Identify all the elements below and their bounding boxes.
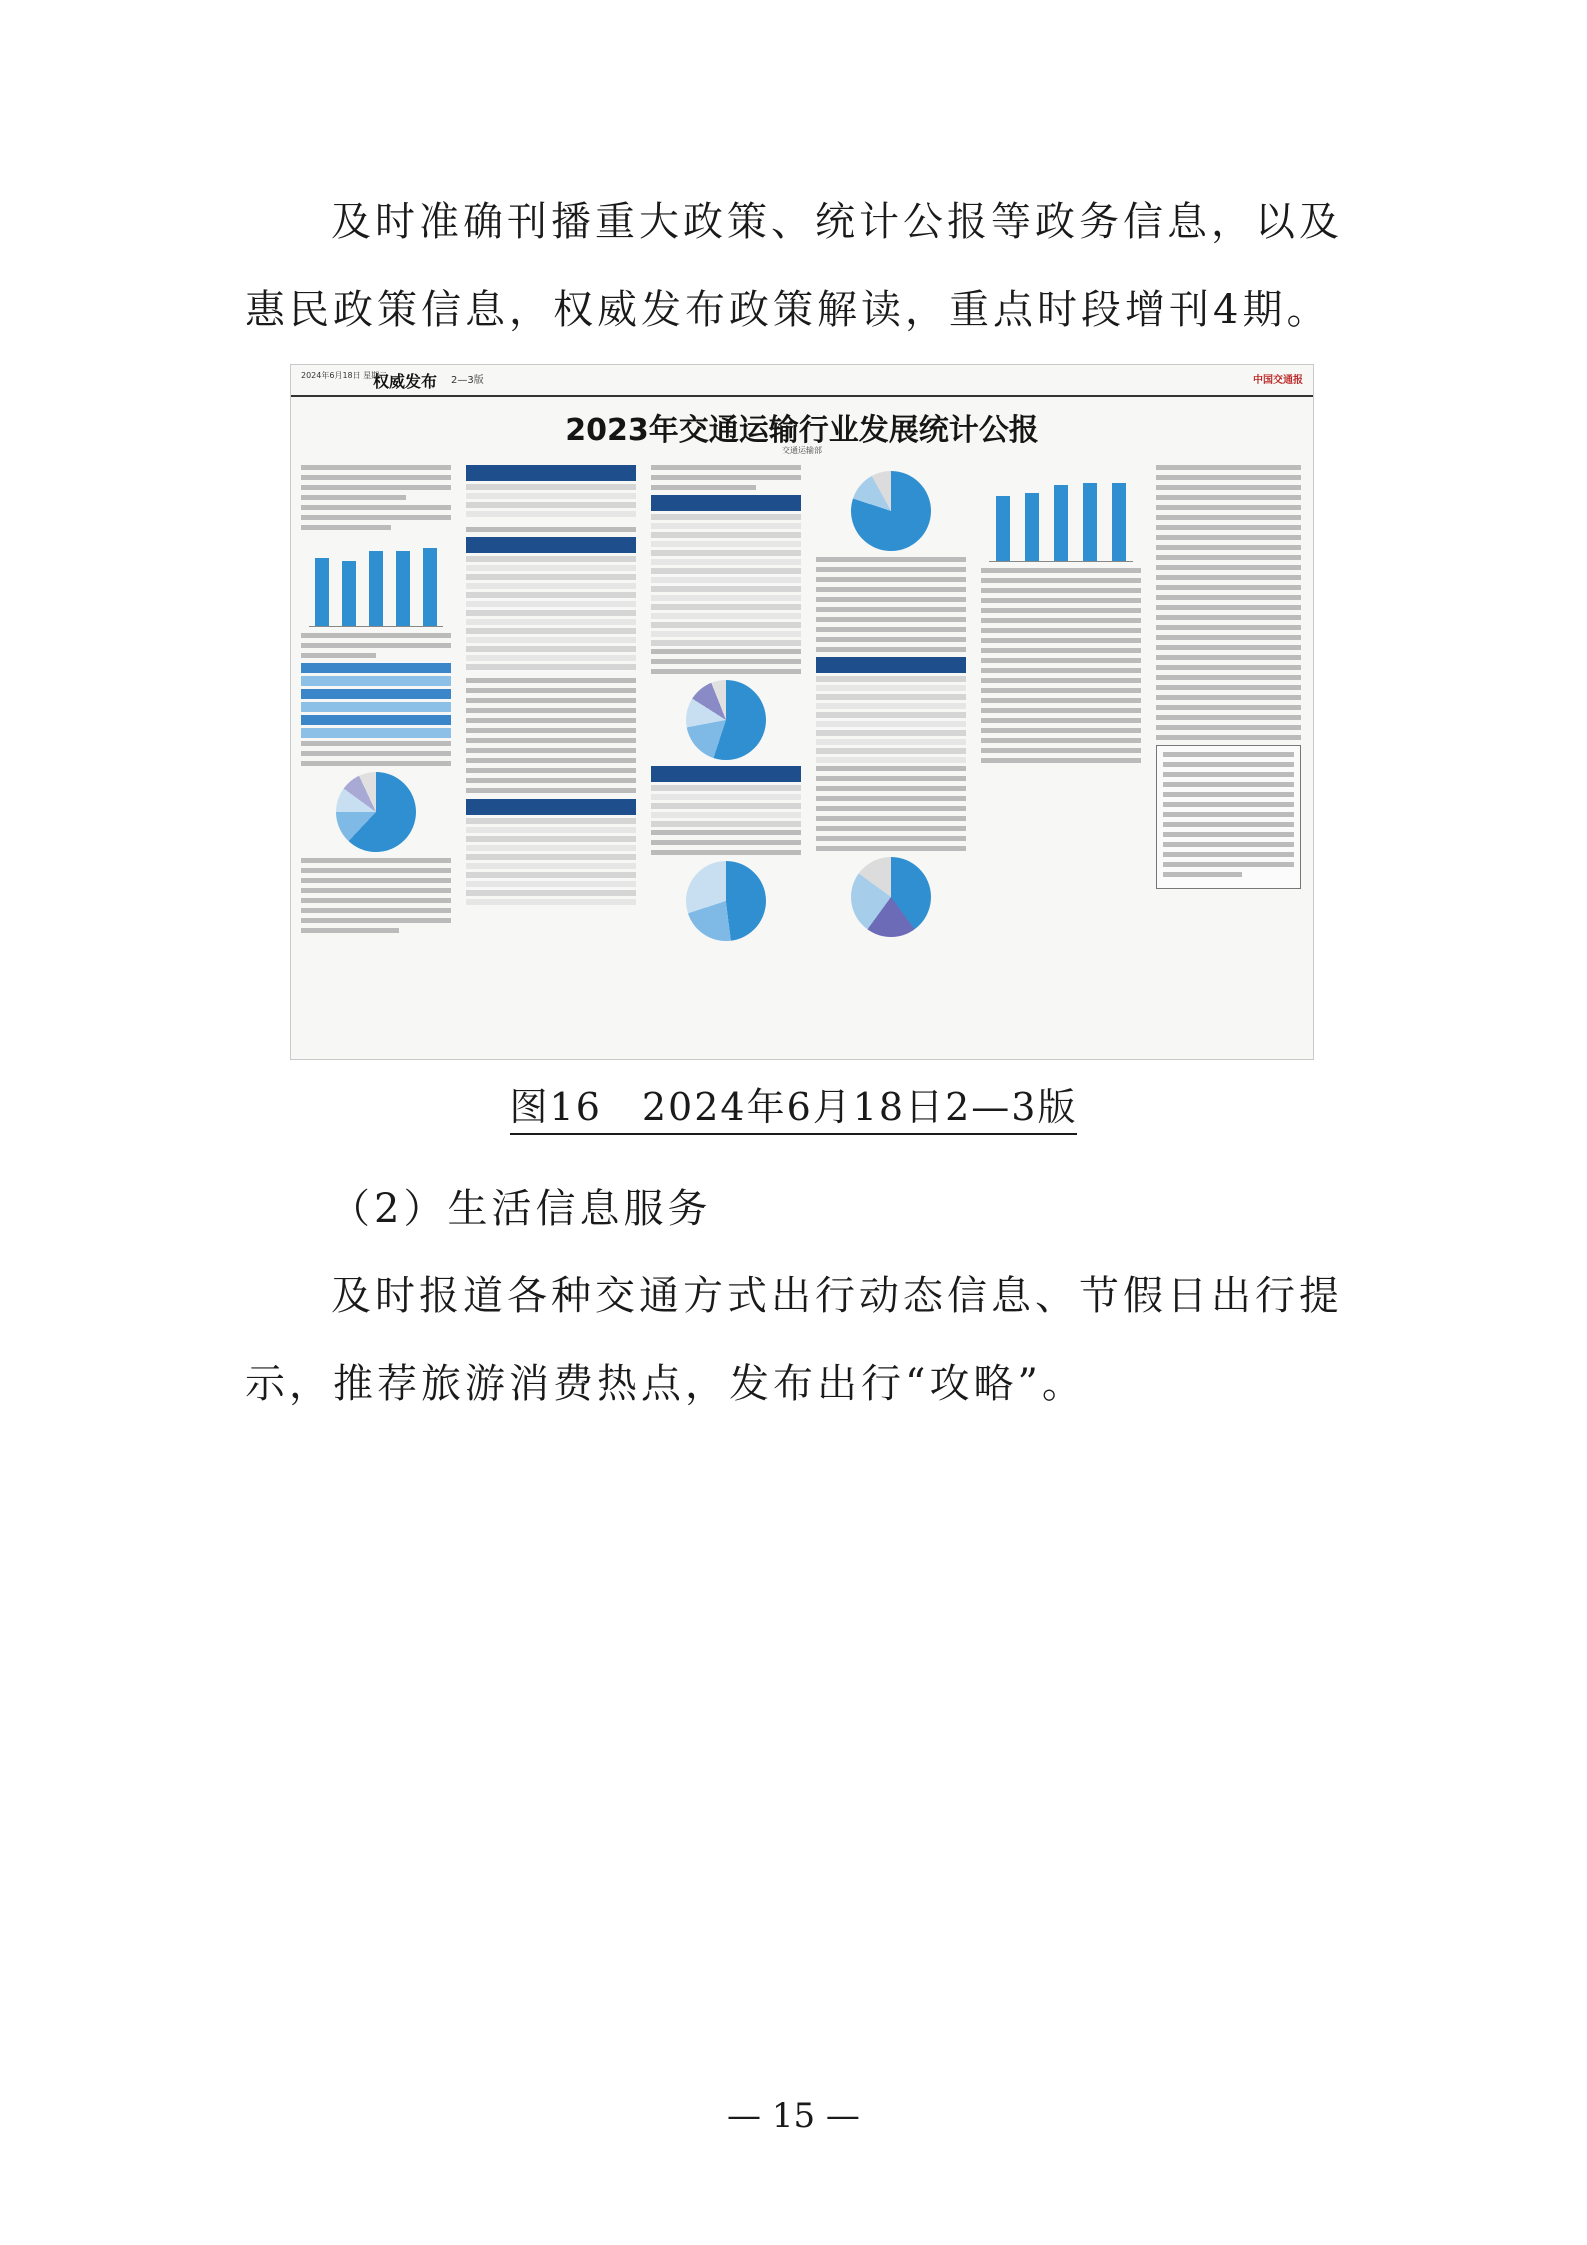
newspaper-headline: 2023年交通运输行业发展统计公报: [565, 413, 1039, 448]
newspaper-column-6: [1156, 465, 1301, 1045]
chart-bar: [423, 548, 437, 626]
newspaper-column-3: [651, 465, 801, 1045]
pie-chart-4: [851, 471, 931, 551]
chart-bar: [369, 551, 383, 626]
pie-chart-2: [686, 680, 766, 760]
chart-bar: [1025, 493, 1039, 561]
newspaper-byline: 交通运输部: [782, 446, 822, 455]
bar-chart-2: [989, 471, 1133, 562]
paragraph-text: 及时准确刊播重大政策、统计公报等政务信息，以及惠民政策信息，权威发布政策解读，重点时段增刊4期。: [245, 199, 1343, 333]
pie-chart-5: [851, 857, 931, 937]
subheading: （2）生活信息服务: [330, 1186, 712, 1232]
newspaper-column-2: [466, 465, 636, 1045]
pie-chart-1: [336, 772, 416, 852]
paragraph-life-info: [245, 1252, 1355, 1428]
chart-bar: [396, 551, 410, 626]
newspaper-logo: 中国交通报: [1253, 375, 1303, 386]
chart-bar: [342, 561, 356, 626]
notes-box: [1156, 745, 1301, 889]
chart-bar: [315, 558, 329, 626]
chart-bar: [996, 496, 1010, 561]
newspaper-column-4: [816, 465, 966, 1045]
chart-bar: [1054, 485, 1068, 561]
page-number: — 15 —: [727, 2096, 860, 2136]
chart-bar: [1112, 483, 1126, 561]
caption-text: 图16 2024年6月18日2—3版: [510, 1085, 1078, 1135]
figure-caption: [0, 1076, 1587, 1131]
paragraph-text: 及时报道各种交通方式出行动态信息、节假日出行提示，推荐旅游消费热点，发布出行“攻略”。: [245, 1273, 1343, 1407]
paragraph-government-info: [245, 178, 1355, 354]
bar-chart-1: [309, 536, 443, 627]
newspaper-section: 权威发布: [373, 372, 438, 391]
newspaper-date: 2024年6月18日 星期二: [301, 371, 388, 380]
newspaper-masthead: [291, 365, 1313, 397]
newspaper-page-image: [290, 364, 1314, 1060]
newspaper-pages: 2—3版: [451, 375, 484, 386]
newspaper-column-1: [301, 465, 451, 1045]
chart-bar: [1083, 483, 1097, 561]
pie-chart-3: [686, 861, 766, 941]
newspaper-column-5: [981, 465, 1141, 1045]
